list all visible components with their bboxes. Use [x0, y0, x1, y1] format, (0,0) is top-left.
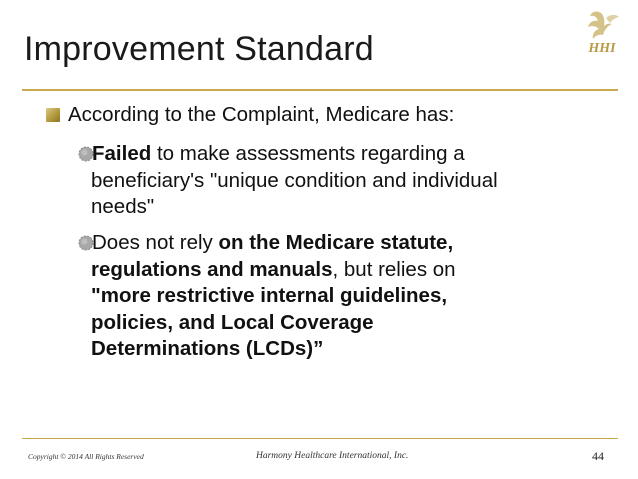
rely-line2 [91, 257, 456, 284]
rely-lead: Does not rely [92, 231, 219, 254]
failed-line3: needs" [91, 195, 155, 218]
title-divider [22, 89, 618, 91]
failed-line1-rest: to make assessments regarding a [151, 142, 465, 165]
slide-title: Improvement Standard [24, 30, 374, 68]
rely-line4: policies, and Local Coverage [91, 310, 374, 334]
bullet-main-text: According to the Complaint, Medicare has: [68, 103, 455, 126]
footer-company: Harmony Healthcare International, Inc. [256, 451, 409, 461]
rely-line5: Determinations (LCDs)” [91, 337, 324, 360]
page-number: 44 [592, 449, 604, 463]
sub-bullet-does-not-rely-text [92, 230, 456, 363]
failed-bold: Failed [92, 142, 152, 165]
logo-text: HHI [588, 41, 616, 56]
footer-copyright: Copyright © 2014 All Rights Reserved [28, 452, 144, 461]
sub-bullet-failed-text [92, 141, 498, 221]
rely-bold1: on the Medicare statute, [218, 231, 454, 254]
rely-line2-bold: regulations and manuals [91, 257, 333, 281]
rely-line2-rest: , but relies on [332, 257, 456, 281]
square-bullet-icon [46, 108, 60, 122]
dove-logo-icon [580, 8, 624, 66]
failed-line2: beneficiary's "unique condition and individual [91, 168, 498, 192]
rely-line3: "more restrictive internal guidelines, [91, 284, 448, 307]
footer-divider [22, 438, 618, 439]
